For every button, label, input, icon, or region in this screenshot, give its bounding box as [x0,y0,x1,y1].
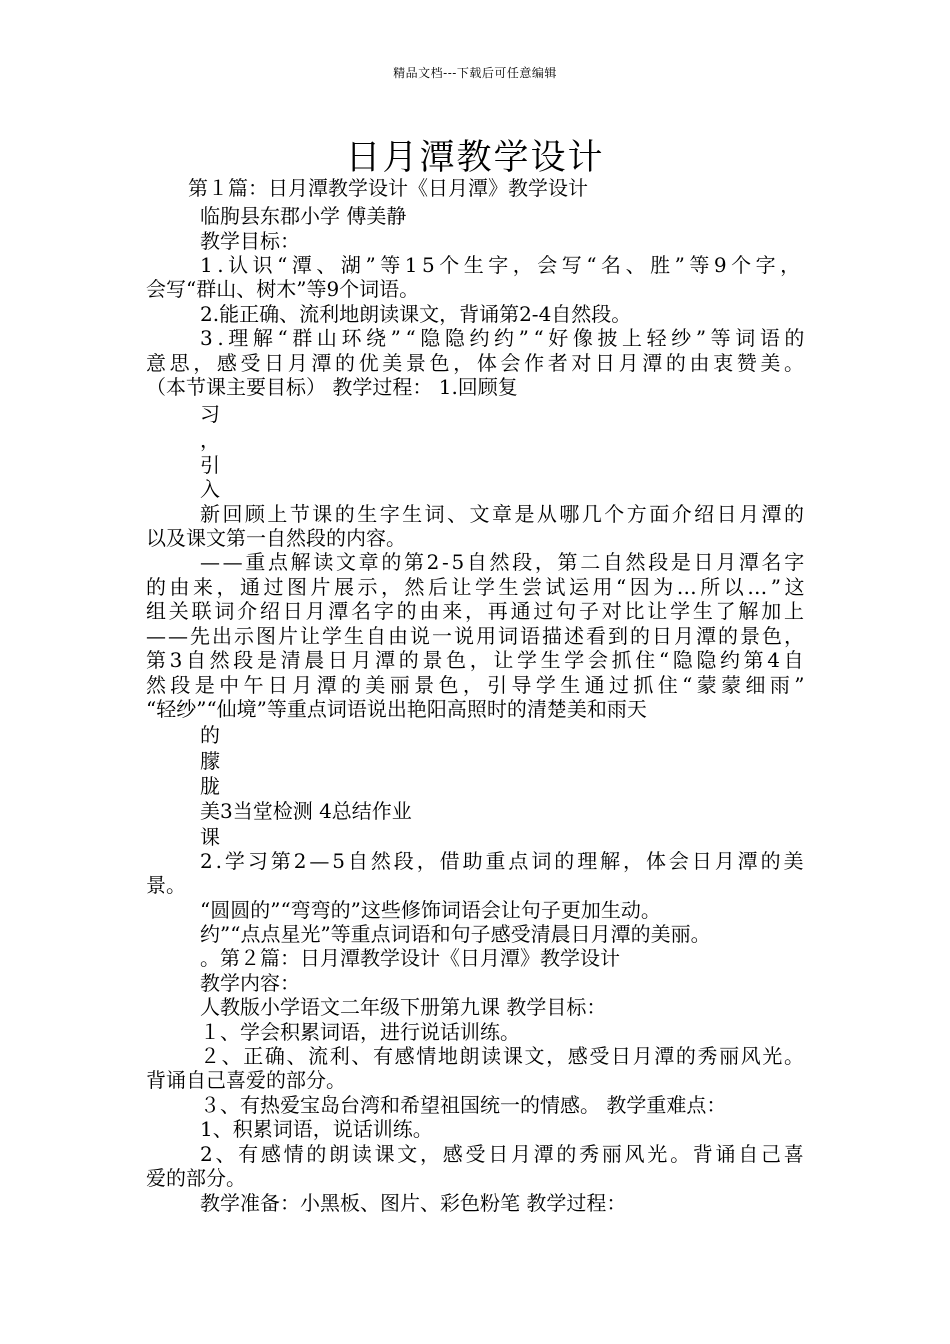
text-line: 。第２篇：日月潭教学设计《日月潭》教学设计 [200,946,620,970]
text-line: 美3当堂检测 4总结作业 [200,799,412,823]
text-line: 意思，感受日月潭的优美景色，体会作者对日月潭的由衷赞美。 [146,351,808,375]
text-line: ——先出示图片让学生自由说一说用词语描述看到的日月潭的景色， [146,624,806,648]
text-line: “圆圆的”“弯弯的”这些修饰词语会让句子更加生动。 [200,898,661,922]
text-line: 教学内容： [200,971,300,995]
text-line: 第3自然段是清晨日月潭的景色，让学生学会抓住“隐隐约第4自 [146,648,808,672]
text-line: 组关联词介绍日月潭名字的由来，再通过句子对比让学生了解加上 [146,599,807,623]
text-line: （本节课主要目标） 教学过程： 1.回顾复 [146,375,518,399]
text-line: 人教版小学语文二年级下册第九课 教学目标： [200,995,607,1019]
text-line: 3.理解“群山环绕”“隐隐约约”“好像披上轻纱”等词语的 [200,326,810,350]
text-line: ３、有热爱宝岛台湾和希望祖国统一的情感。 教学重难点： [200,1093,727,1117]
text-line: 第１篇：日月潭教学设计《日月潭》教学设计 [188,176,588,200]
text-line: 然段是中午日月潭的美丽景色，引导学生通过抓住“蒙蒙细雨” [146,673,809,697]
text-line: 2.学习第2—5自然段，借助重点词的理解，体会日月潭的美 [200,849,807,873]
text-line: 引 [200,453,220,477]
text-line: 入 [200,477,220,501]
text-line: 的 [200,723,220,747]
text-line: 课 [200,825,220,849]
text-line: 以及课文第一自然段的内容。 [146,526,406,550]
text-line: ， [200,428,220,452]
text-line: １、学会积累词语，进行说话训练。 [200,1020,520,1044]
text-line: 背诵自己喜爱的部分。 [146,1068,346,1092]
document-title: 日月潭教学设计 [345,138,605,178]
text-line: 2.能正确、流利地朗读课文，背诵第2-4自然段。 [200,302,632,326]
text-line: 2、有感情的朗读课文，感受日月潭的秀丽风光。背诵自己喜 [200,1142,807,1166]
text-line: 习 [200,402,220,426]
text-line: 胧 [200,774,220,798]
text-line: 朦 [200,749,220,773]
text-line: 约”“点点星光”等重点词语和句子感受清晨日月潭的美丽。 [200,922,711,946]
text-line: 教学准备：小黑板、图片、彩色粉笔 教学过程： [200,1191,627,1215]
text-line: ——重点解读文章的第2-5自然段，第二自然段是日月潭名字 [200,550,807,574]
text-line: 1.认识“潭、湖”等15个生字，会写“名、胜”等9个字， [200,253,805,277]
text-line: 1、积累词语，说话训练。 [200,1117,433,1141]
text-line: 教学目标： [200,229,300,253]
text-line: “轻纱”“仙境”等重点词语说出艳阳高照时的清楚美和雨天 [146,697,647,721]
text-line: 的由来，通过图片展示，然后让学生尝试运用“因为…所以…”这 [146,575,808,599]
text-line: 新回顾上节课的生字生词、文章是从哪几个方面介绍日月潭的 [200,502,807,526]
text-line: ２、正确、流利、有感情地朗读课文，感受日月潭的秀丽风光。 [200,1044,806,1068]
text-line: 临朐县东郡小学 傅美静 [200,204,407,228]
text-line: 爱的部分。 [146,1166,246,1190]
text-line: 会写“群山、树木”等9个词语。 [146,277,420,301]
text-line: 景。 [146,873,186,897]
page-header: 精品文档---下载后可任意编辑 [393,66,557,80]
